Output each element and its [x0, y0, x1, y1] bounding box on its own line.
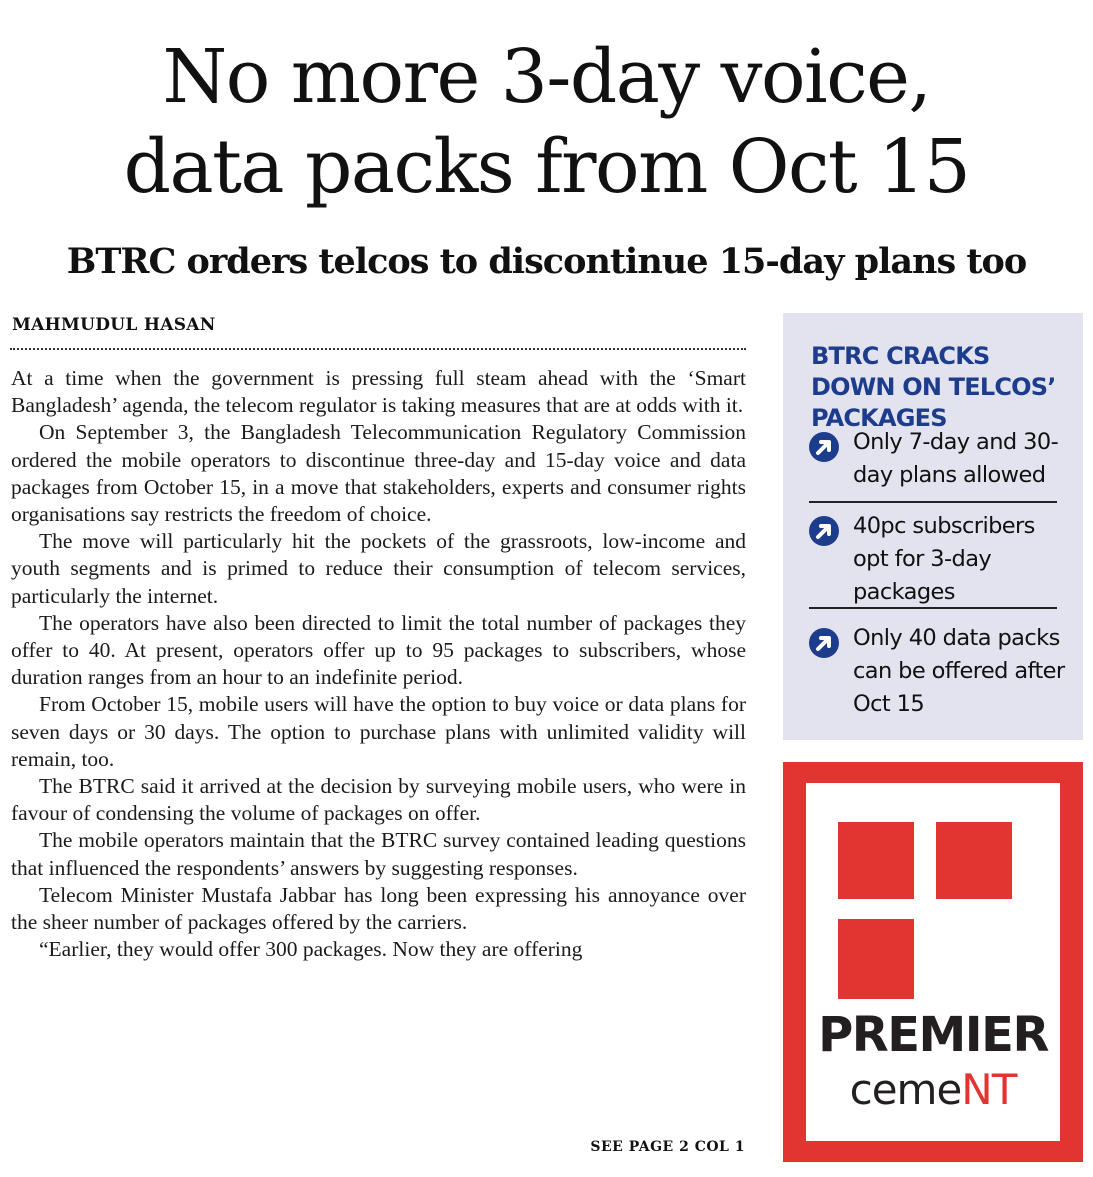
sidebar-divider — [809, 501, 1057, 503]
brand-tagline-part: ceme — [849, 1065, 962, 1114]
brand-name: PREMIER — [818, 1007, 1048, 1063]
sidebar-point-text: Only 7-day and 30-day plans allowed — [853, 429, 1059, 488]
ad-panel — [806, 783, 1060, 1141]
article-paragraph: The operators have also been directed to limit the total number of packages they offer to 40. At present, operators offer up to 95 packages to subscribers, whose duration ranges from an hour to an indefinite period. — [11, 610, 746, 690]
arrow-circle-icon — [809, 432, 839, 462]
article-paragraph: “Earlier, they would offer 300 packages. Now they are offering — [39, 937, 583, 962]
article-paragraph: The mobile operators maintain that the BTRC survey contained leading questions that influenced the respondents’ answers by suggesting responses. — [11, 828, 746, 880]
sidebar-divider — [809, 607, 1057, 609]
article-paragraph: The move will particularly hit the pockets of the grassroots, low-income and youth segments and is primed to reduce their consumption of telecom services, particularly the internet. — [11, 529, 746, 608]
article-paragraph: Telecom Minister Mustafa Jabbar has long been expressing his annoyance over the sheer number of packages offered by the carriers. — [11, 882, 746, 935]
headline — [0, 32, 1093, 212]
sidebar-point-text: 40pc subscribers opt for 3-day packages — [853, 513, 1035, 605]
article-paragraph: On September 3, the Bangladesh Telecommunication Regulatory Commission ordered the mobile operators to discontinue three-day and 15-day voice and data packages from October 15, in a move that stakeholders, experts and consumer rights organisations say restricts the freedom of choice. — [11, 420, 746, 527]
headline-line-2: data packs from Oct 15 — [123, 124, 970, 210]
article-body — [11, 365, 746, 963]
headline-line-1: No more 3-day voice, — [162, 34, 931, 120]
sidebar-box — [783, 313, 1083, 740]
continuation-jump[interactable]: SEE PAGE 2 COL 1 — [590, 1139, 745, 1155]
logo-square — [838, 919, 914, 999]
brand-tagline-accent: NT — [961, 1065, 1017, 1114]
article-paragraph: From October 15, mobile users will have the option to buy voice or data plans for seven days or 30 days. The option to purchase plans with unlimited validity will remain, too. — [11, 692, 746, 771]
arrow-circle-icon — [809, 628, 839, 658]
logo-square — [936, 822, 1012, 899]
article-paragraph: At a time when the government is pressing full steam ahead with the ‘Smart Bangladesh’ agenda, the telecom regulator is taking measures that are at odds with it. — [11, 366, 746, 418]
logo-square — [838, 822, 914, 899]
premier-cement-advertisement[interactable] — [783, 762, 1083, 1162]
arrow-circle-icon — [809, 516, 839, 546]
byline: MAHMUDUL HASAN — [12, 315, 216, 335]
article-paragraph: The BTRC said it arrived at the decision by surveying mobile users, who were in favour of condensing the volume of packages on offer. — [11, 774, 746, 826]
sidebar-point-text: Only 40 data packs can be offered after Oct 15 — [853, 625, 1065, 717]
sidebar-title: BTRC CRACKS DOWN ON TELCOS’ PACKAGES — [811, 342, 1056, 432]
byline-divider — [10, 348, 746, 350]
subheadline: BTRC orders telcos to discontinue 15-day plans too — [66, 241, 1027, 282]
brand-tagline — [806, 1067, 1060, 1113]
